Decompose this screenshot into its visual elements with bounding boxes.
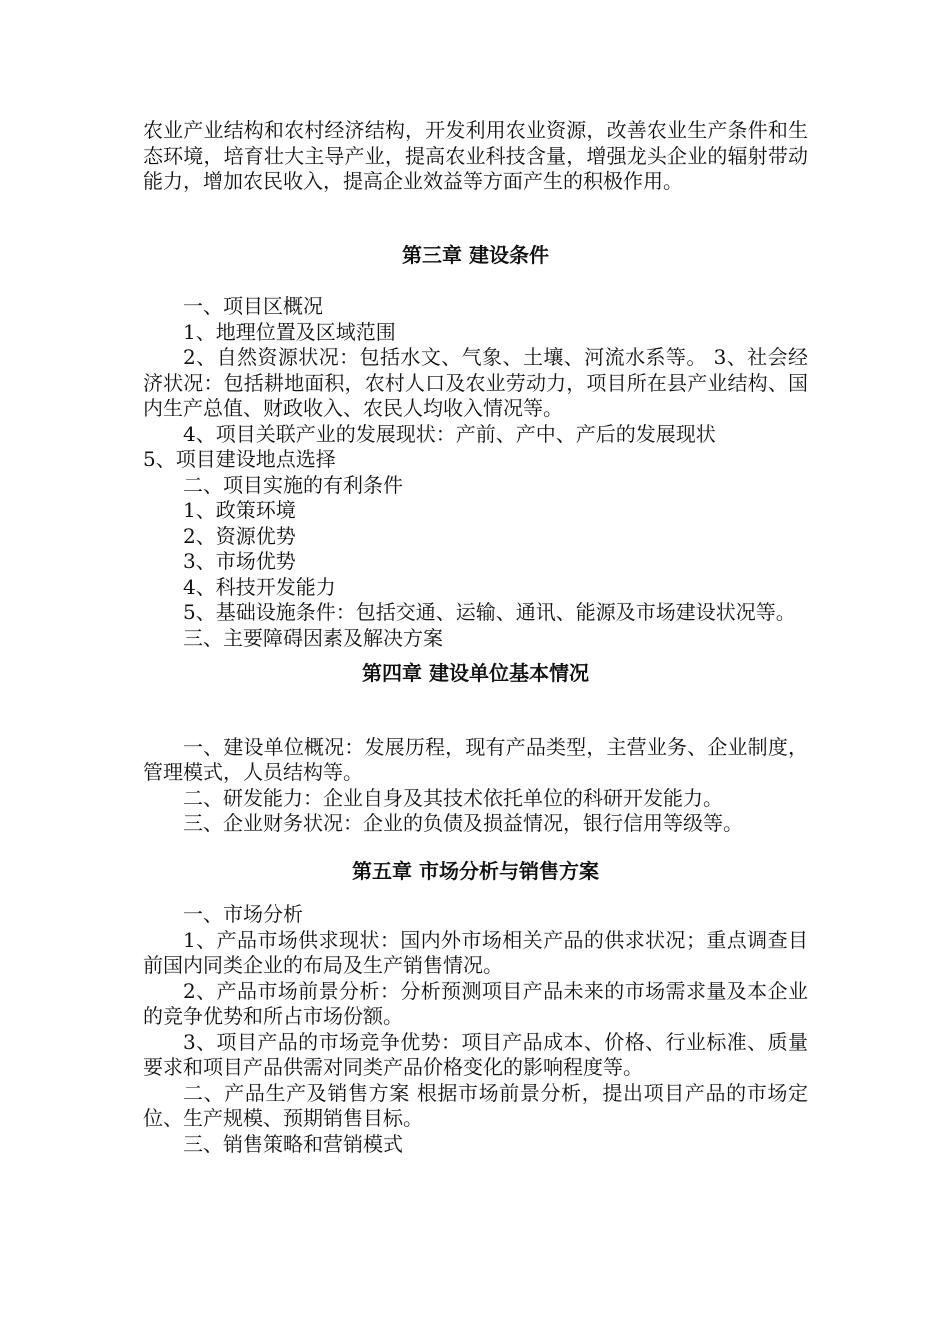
ch3-item-2: 1、地理位置及区域范围 [183,319,396,344]
ch3-item-1: 一、项目区概况 [183,294,323,318]
ch5-item-1: 一、市场分析 [183,902,303,926]
ch5-item-4: 3、项目产品的市场竞争优势：项目产品成本、价格、行业标准、质量要求和项目产品供需对同类产品价格变化的影响程度等。 [143,1029,808,1079]
chapter4-title: 第四章 建设单位基本情况 [362,661,589,685]
intro-paragraph: 农业产业结构和农村经济结构，开发利用农业资源，改善农业生产条件和生态环境，培育壮大主导产业，提高农业科技含量，增强龙头企业的辐射带动能力，增加农民收入，提高企业效益等方面产生的积极作用。 [143,118,808,193]
document-page [143,118,808,1157]
ch3-item-3: 2、自然资源状况：包括水文、气象、土壤、河流水系等。 3、社会经济状况：包括耕地面积，农村人口及农业劳动力，项目所在县产业结构、国内生产总值、财政收入、农民人均收入情况等。 [143,345,808,420]
ch3-item-9: 3、市场优势 [183,549,296,573]
ch3-item-10: 4、科技开发能力 [183,574,336,599]
ch4-item-3: 三、企业财务状况：企业的负债及损益情况，银行信用等级等。 [183,811,743,835]
ch5-item-2: 1、产品市场供求现状：国内外市场相关产品的供求状况；重点调查目前国内同类企业的布局及生产销售情况。 [143,927,808,977]
ch3-item-11: 5、基础设施条件：包括交通、运输、通讯、能源及市场建设状况等。 [183,600,796,624]
ch5-item-5: 二、产品生产及销售方案 根据市场前景分析，提出项目产品的市场定位、生产规模、预期销售目标。 [143,1080,808,1130]
ch3-item-5: 5、项目建设地点选择 [143,447,336,471]
ch5-item-3: 2、产品市场前景分析：分析预测项目产品未来的市场需求量及本企业的竞争优势和所占市场份额。 [143,978,808,1028]
ch3-item-7: 1、政策环境 [183,498,296,522]
chapter5-title: 第五章 市场分析与销售方案 [352,858,599,883]
chapter3-title: 第三章 建设条件 [402,242,549,267]
ch3-item-8: 2、资源优势 [183,523,296,548]
ch4-item-1: 一、建设单位概况：发展历程，现有产品类型，主营业务、企业制度，管理模式，人员结构等。 [143,734,808,784]
ch5-item-6: 三、销售策略和营销模式 [183,1131,403,1156]
ch4-item-2: 二、研发能力：企业自身及其技术依托单位的科研开发能力。 [183,785,723,810]
ch3-item-4: 4、项目关联产业的发展现状：产前、产中、产后的发展现状 [183,421,716,446]
ch3-item-12: 三、主要障碍因素及解决方案 [183,625,443,650]
ch3-item-6: 二、项目实施的有利条件 [183,472,403,497]
